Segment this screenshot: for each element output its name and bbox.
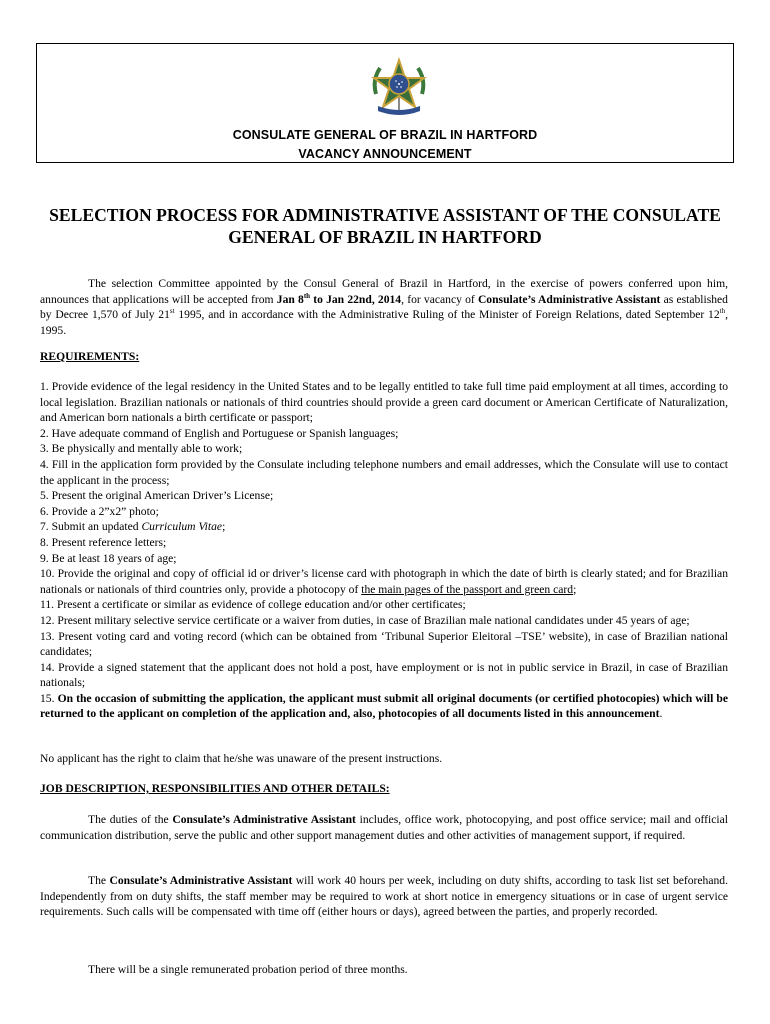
requirement-item: 6. Provide a 2”x2” photo;	[40, 504, 159, 518]
intro-text-4: 1995, and in accordance with the Administrative Ruling of the Minister of Foreign Relations, dated September 12	[174, 308, 720, 322]
item10-underlined: the main pages of the passport and green card	[361, 582, 574, 596]
requirements-list	[40, 379, 728, 722]
intro-text-5: , 1995.	[40, 308, 728, 337]
requirement-item-10	[40, 566, 728, 597]
probation-text: There will be a single remunerated probation period of three months.	[88, 963, 408, 976]
job-title: JOB DESCRIPTION, RESPONSIBILITIES AND OTHER DETAILS:	[40, 782, 390, 795]
notice-text: No applicant has the right to claim that he/she was unaware of the present instructions.	[40, 752, 443, 765]
ruling-sup: th	[719, 307, 726, 316]
brazil-coat-of-arms-icon	[366, 54, 432, 120]
requirement-item-7	[40, 519, 728, 535]
requirement-item: 12. Present military selective service certificate or a waiver from duties, in case of Brazilian male national candidates under 45 years of age;	[40, 613, 690, 627]
page-title: SELECTION PROCESS FOR ADMINISTRATIVE ASSISTANT OF THE CONSULATE GENERAL OF BRAZIL IN HARTFORD	[49, 205, 721, 247]
curriculum-vitae: Curriculum Vitae	[141, 520, 223, 534]
item10-text: 10. Provide the original and copy of official id or driver’s license card with photograph in which the date of birth is clearly stated; and for Brazilian nationals or nationals of third countries only, provide a photocopy of	[40, 567, 728, 596]
requirement-item: 13. Present voting card and voting record (which can be obtained from ‘Tribunal Superior Eleitoral –TSE’ website), in case of Brazilian national candidates;	[40, 629, 728, 659]
job-p2-suffix: will work 40 hours per week, including on duty shifts, according to task list set beforehand. Independently from on duty shifts, the staff member may be required to work at short notice in emergency situations or in case of urgent service requirements. Such calls will be compensated with time off (either hours or days), agreed between the parties, and properly recorded.	[40, 874, 728, 919]
requirement-item: 2. Have adequate command of English and Portuguese or Spanish languages;	[40, 426, 399, 440]
requirement-item-15	[40, 691, 728, 722]
job-p2-bold: Consulate’s Administrative Assistant	[109, 874, 293, 887]
item7-suffix: ;	[222, 520, 226, 534]
job-paragraph-1	[40, 812, 728, 843]
requirements-heading	[40, 349, 728, 365]
requirement-item: 14. Provide a signed statement that the applicant does not hold a post, have employment or is not in public service in Brazil, in case of Brazilian nationals;	[40, 660, 728, 690]
intro-text-1: The selection Committee appointed by the Consul General of Brazil in Hartford, in the exercise of powers conferred upon him, announces that applications will be accepted from	[40, 277, 728, 306]
job-paragraph-2	[40, 873, 728, 920]
intro-text-2: , for vacancy of	[401, 292, 478, 306]
requirement-item: 8. Present reference letters;	[40, 535, 167, 549]
date-to: to Jan 22nd, 2014	[310, 292, 402, 306]
notice-paragraph	[40, 751, 728, 767]
job-heading	[40, 781, 728, 797]
date-from-sup: th	[303, 291, 311, 300]
letterhead-box	[36, 43, 734, 163]
requirement-item: 1. Provide evidence of the legal residency in the United States and to be legally entitled to take full time paid employment at all times, according to local legislation. Brazilian nationals or nationals of third countries should provide a green card document or American Certificate of Naturalization, and American born nationals a birth certificate or passport;	[40, 380, 728, 425]
intro-text-3: as established by Decree 1,570 of July 21	[40, 292, 728, 322]
item15-bold: On the occasion of submitting the application, the applicant must submit all original documents (or certified photocopies) which will be returned to the applicant on completion of the application and, also, photocopies of all documents listed in this announcement	[40, 691, 729, 721]
item7-prefix: 7. Submit an updated	[40, 520, 142, 534]
item15-suffix: .	[659, 707, 663, 721]
requirements-title: REQUIREMENTS:	[40, 350, 140, 363]
job-p1-prefix: The duties of the	[88, 813, 173, 826]
intro-paragraph	[40, 276, 728, 338]
job-p2-prefix: The	[88, 874, 110, 887]
consulate-name: CONSULATE GENERAL OF BRAZIL IN HARTFORD	[232, 128, 538, 142]
item15-prefix: 15.	[40, 691, 58, 705]
item10-suffix: ;	[573, 582, 577, 596]
position-name: Consulate’s Administrative Assistant	[477, 292, 661, 306]
job-p1-bold: Consulate’s Administrative Assistant	[172, 813, 356, 826]
requirement-item: 3. Be physically and mentally able to work;	[40, 442, 243, 456]
job-p1-suffix: includes, office work, photocopying, and post office service; mail and official communication distribution, serve the public and other support management duties and other activities of management support, if required.	[40, 813, 728, 842]
announcement-type: VACANCY ANNOUNCEMENT	[298, 147, 472, 161]
decree-sup: st	[169, 307, 175, 316]
job-paragraph-3	[40, 962, 728, 978]
requirement-item: 5. Present the original American Driver’s License;	[40, 489, 274, 503]
requirement-item: 9. Be at least 18 years of age;	[40, 551, 177, 565]
requirement-item: 4. Fill in the application form provided by the Consulate including telephone numbers and email addresses, which the Consulate will use to contact the applicant in the process;	[40, 457, 728, 487]
date-from: Jan 8	[276, 292, 304, 306]
requirement-item: 11. Present a certificate or similar as evidence of college education and/or other certificates;	[40, 598, 466, 612]
